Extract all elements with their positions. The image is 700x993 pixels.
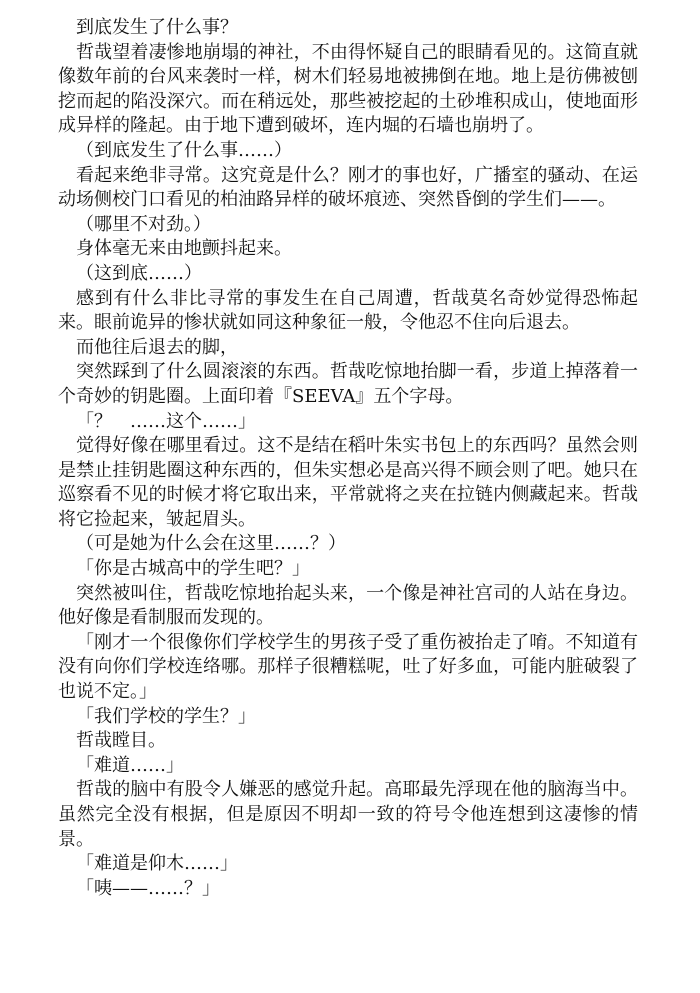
paragraph-priest: 突然被叫住，哲哉吃惊地抬起头来，一个像是神社宫司的人站在身边。他好像是看制服而发现的。 [58,582,638,629]
paragraph-question: 到底发生了什么事？ [76,17,238,38]
paragraph-what-is-this: （这到底……） [76,262,202,284]
paragraph-collapsed-shrine: 哲哉望着凄惨地崩塌的神社，不由得怀疑自己的眼睛看见的。这简直就像数年前的台风来袭时一样，树木们轻易地被拂倒在地。地上是彷佛被刨挖而起的陷没深穴。而在稍远处，那些被挖起的土砂堆积成山，使地面形成异样的隆起。由于地下遭到破坏，连内堀的石墙也崩坍了。 [58,41,638,137]
paragraph-stare: 哲哉瞠目。 [76,730,166,752]
paragraph-takaya: 哲哉的脑中有股令人嫌恶的感觉升起。高耶最先浮现在他的脑海当中。虽然完全没有根据，但是原因不明却一致的符号令他连想到这凄惨的情景。 [58,779,638,850]
document-page [58,16,638,901]
paragraph-stepping-back: 而他往后退去的脚， [76,336,238,358]
paragraph-dialogue-injured: 「刚才一个很像你们学校学生的男孩子受了重伤被抬走了唷。不知道有没有向你们学校连络哪。那样子很糟糕呢，吐了好多血，可能内脏破裂了也说不定。」 [58,631,638,703]
paragraph-dialogue-could-it-be: 「难道……」 [76,754,184,776]
paragraph-dialogue-ougi: 「难道是仰木……」 [76,853,238,875]
paragraph-dialogue-student: 「你是古城高中的学生吧？」 [76,558,310,580]
paragraph-dialogue-huh: 「咦——……？」 [76,877,220,899]
paragraph-not-ordinary: 看起来绝非寻常。这究竟是什么？刚才的事也好，广播室的骚动、在运动场侧校门口看见的柏油路异样的破坏痕迹、突然昏倒的学生们——。 [58,164,638,211]
paragraph-inner-thought: （到底发生了什么事……） [76,139,292,161]
paragraph-dialogue-this: 「？ ……这个……」 [76,410,256,432]
paragraph-dialogue-our-student: 「我们学校的学生？」 [76,705,256,727]
paragraph-seen-before: 觉得好像在哪里看过。这不是结在稻叶朱实书包上的东西吗？虽然会则是禁止挂钥匙圈这种东西的，但朱实想必是高兴得不顾会则了吧。她只在巡察看不见的时候才将它取出来，平常就将之夹在拉链内侧藏起来。哲哉将它捡起来，皱起眉头。 [58,435,638,530]
paragraph-fear: 感到有什么非比寻常的事发生在自己周遭，哲哉莫名奇妙觉得恐怖起来。眼前诡异的惨状就如同这种象征一般，令他忍不住向后退去。 [58,287,638,334]
paragraph-why-here: （可是她为什么会在这里……？） [76,533,346,555]
paragraph-keychain: 突然踩到了什么圆滚滚的东西。哲哉吃惊地抬脚一看，步道上掉落着一个奇妙的钥匙圈。上面印着『SEEVA』五个字母。 [58,361,638,407]
paragraph-trembling: 身体毫无来由地颤抖起来。 [76,238,292,260]
paragraph-something-wrong: （哪里不对劲。） [76,213,211,235]
